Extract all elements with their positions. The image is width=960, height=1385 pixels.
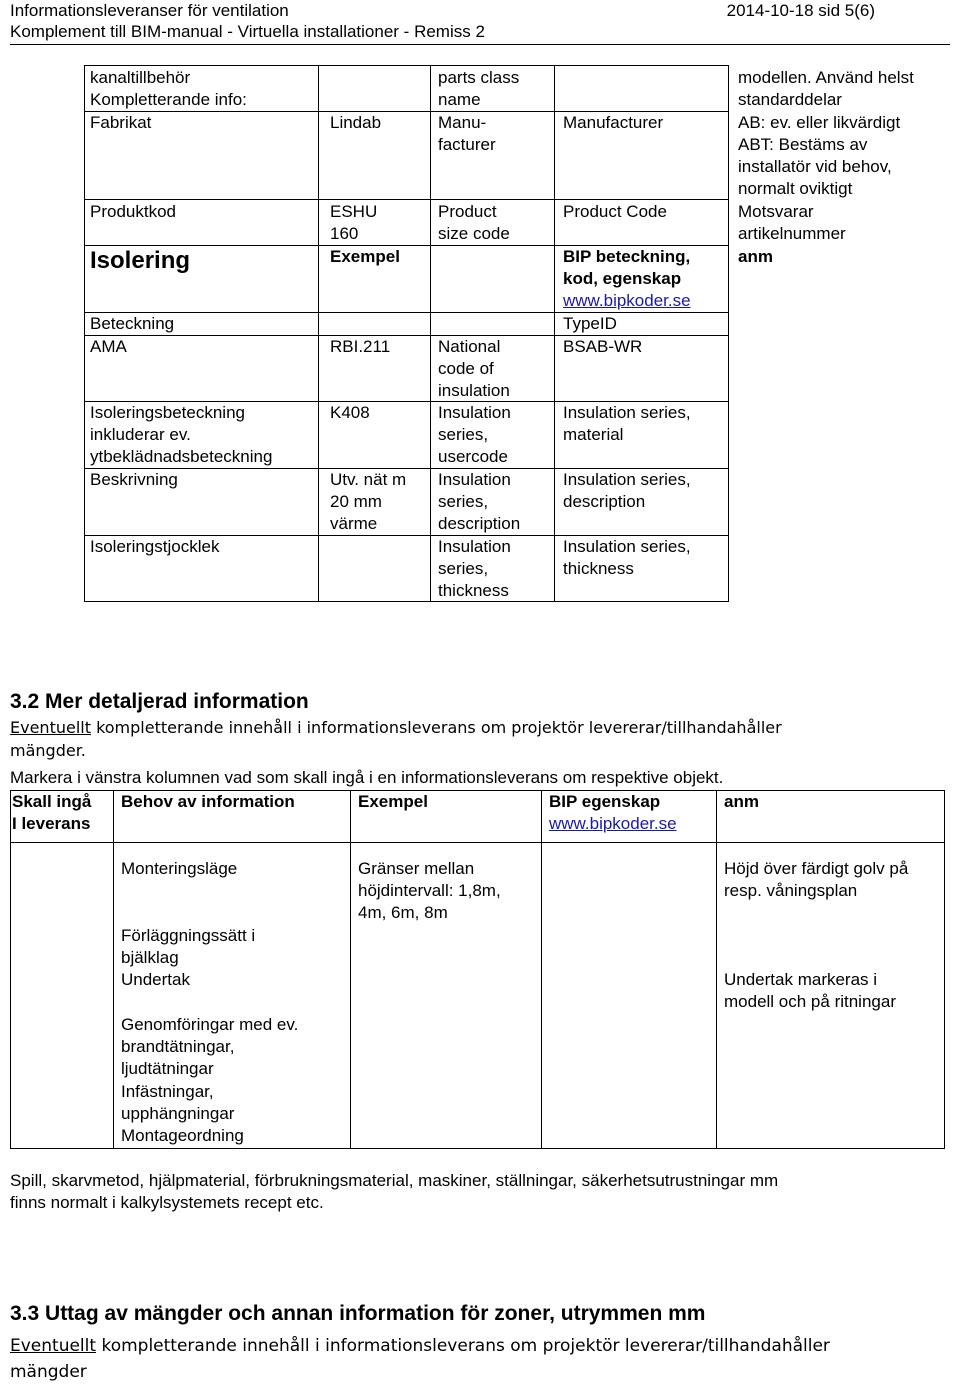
para-underlined-word: Eventuellt bbox=[10, 1336, 97, 1356]
section-3-3-title: 3.3 Uttag av mängder och annan information för zoner, utrymmen mm bbox=[10, 1302, 706, 1325]
t1-r6-c3: National code of insulation bbox=[438, 337, 510, 400]
t1-r3-c1: Produktkod bbox=[90, 202, 176, 221]
t1-r2-c4: Manufacturer bbox=[563, 113, 664, 132]
t1-r9-c3: Insulation series, thickness bbox=[438, 537, 511, 600]
t1-r8-c3: Insulation series, description bbox=[438, 470, 521, 533]
t1-r4-c2: Exempel bbox=[330, 247, 400, 266]
t2-header-anm: anm bbox=[724, 792, 759, 811]
t1-r3-c2: ESHU 160 bbox=[330, 202, 378, 243]
t1-r3-c4: Product Code bbox=[563, 202, 667, 221]
t2-row-anm: Undertak markeras i modell och på ritningar bbox=[724, 970, 896, 1011]
t1-r9-c4: Insulation series, thickness bbox=[563, 537, 691, 578]
header-subtitle: Komplement till BIM-manual - Virtuella installationer - Remiss 2 bbox=[10, 22, 485, 41]
t1-r4-c4: BIP beteckning, kod, egenskap bbox=[563, 247, 691, 288]
t2-row-example: Gränser mellan höjdintervall: 1,8m, 4m, 6m, 8m bbox=[358, 859, 501, 922]
t1-r1-c3: parts class name bbox=[438, 68, 520, 109]
para-rest: kompletterande innehåll i informationsleverans om projektör levererar/tillhandahåller bbox=[96, 1336, 830, 1356]
t1-r1-c1: kanaltillbehör Kompletterande info: bbox=[90, 68, 247, 109]
section-3-3-para1 bbox=[10, 1336, 830, 1356]
t2-header-bip: BIP egenskap bbox=[549, 792, 661, 811]
section-3-2-para1-line2: mängder. bbox=[10, 741, 86, 760]
t1-r3-c5: Motsvarar artikelnummer bbox=[738, 202, 846, 243]
t1-r6-c4: BSAB-WR bbox=[563, 337, 643, 356]
t1-r6-c1: AMA bbox=[90, 337, 127, 356]
section-3-2-para2: Markera i vänstra kolumnen vad som skall ingå i en informationsleverans om respektive objekt. bbox=[10, 768, 724, 787]
t1-r2-c1: Fabrikat bbox=[90, 113, 152, 132]
t1-r1-c5: modellen. Använd helst standarddelar bbox=[738, 68, 914, 109]
t1-r2-c5: AB: ev. eller likvärdigt ABT: Bestäms av installatör vid behov, normalt oviktigt bbox=[738, 113, 901, 198]
header-title: Informationsleveranser för ventilation bbox=[10, 1, 289, 20]
header-rule bbox=[10, 44, 950, 45]
t2-row-info: Montageordning bbox=[121, 1126, 244, 1145]
section-3-2-title: 3.2 Mer detaljerad information bbox=[10, 690, 309, 713]
t1-r5-c1: Beteckning bbox=[90, 314, 175, 333]
t2-header-deliver: Skall ingå I leverans bbox=[12, 792, 92, 833]
section-3-2-para1 bbox=[10, 718, 782, 737]
t2-row-info: Förläggningssätt i bjälklag bbox=[121, 926, 256, 967]
t1-r5-c4: TypeID bbox=[563, 314, 617, 333]
t1-r6-c2: RBI.211 bbox=[330, 337, 391, 356]
para-rest: kompletterande innehåll i informationsleverans om projektör levererar/tillhandahåller bbox=[90, 718, 782, 737]
section-3-3-para1-line2: mängder bbox=[10, 1362, 87, 1382]
t1-r9-c1: Isoleringstjocklek bbox=[90, 537, 220, 556]
t1-r4-c1: Isolering bbox=[90, 247, 191, 274]
t1-r7-c3: Insulation series, usercode bbox=[438, 403, 511, 466]
t2-row-info: Genomföringar med ev. brandtätningar, ljudtätningar bbox=[121, 1015, 299, 1078]
t1-r4-c5: anm bbox=[738, 247, 773, 266]
t2-header-example: Exempel bbox=[358, 792, 428, 811]
t1-r8-c2: Utv. nät m 20 mm värme bbox=[330, 470, 407, 533]
t1-r7-c1: Isoleringsbeteckning inkluderar ev. ytbeklädnadsbeteckning bbox=[90, 403, 273, 466]
para-underlined-word: Eventuellt bbox=[10, 718, 91, 737]
t1-r3-c3: Product size code bbox=[438, 202, 510, 243]
t1-r8-c4: Insulation series, description bbox=[563, 470, 691, 511]
after-table-note: Spill, skarvmetod, hjälpmaterial, förbrukningsmaterial, maskiner, ställningar, säkerhetsutrustningar mm finns normalt i kalkylsystemets recept etc. bbox=[10, 1171, 779, 1212]
t2-header-bip-link[interactable]: www.bipkoder.se bbox=[549, 814, 677, 833]
t2-row-info: Undertak bbox=[121, 970, 190, 989]
t1-r2-c3: Manu- facturer bbox=[438, 113, 496, 154]
t2-row-info: Monteringsläge bbox=[121, 859, 238, 878]
t1-r7-c4: Insulation series, material bbox=[563, 403, 691, 444]
t1-r7-c2: K408 bbox=[330, 403, 370, 422]
t1-r4-link[interactable]: www.bipkoder.se bbox=[563, 291, 691, 310]
t2-row-info: Infästningar, upphängningar bbox=[121, 1082, 235, 1123]
t2-header-info: Behov av information bbox=[121, 792, 295, 811]
t1-r2-c2: Lindab bbox=[330, 113, 382, 132]
t2-row-anm: Höjd över färdigt golv på resp. våningsplan bbox=[724, 859, 909, 900]
header-date-page: 2014-10-18 sid 5(6) bbox=[726, 1, 875, 20]
t1-r8-c1: Beskrivning bbox=[90, 470, 178, 489]
